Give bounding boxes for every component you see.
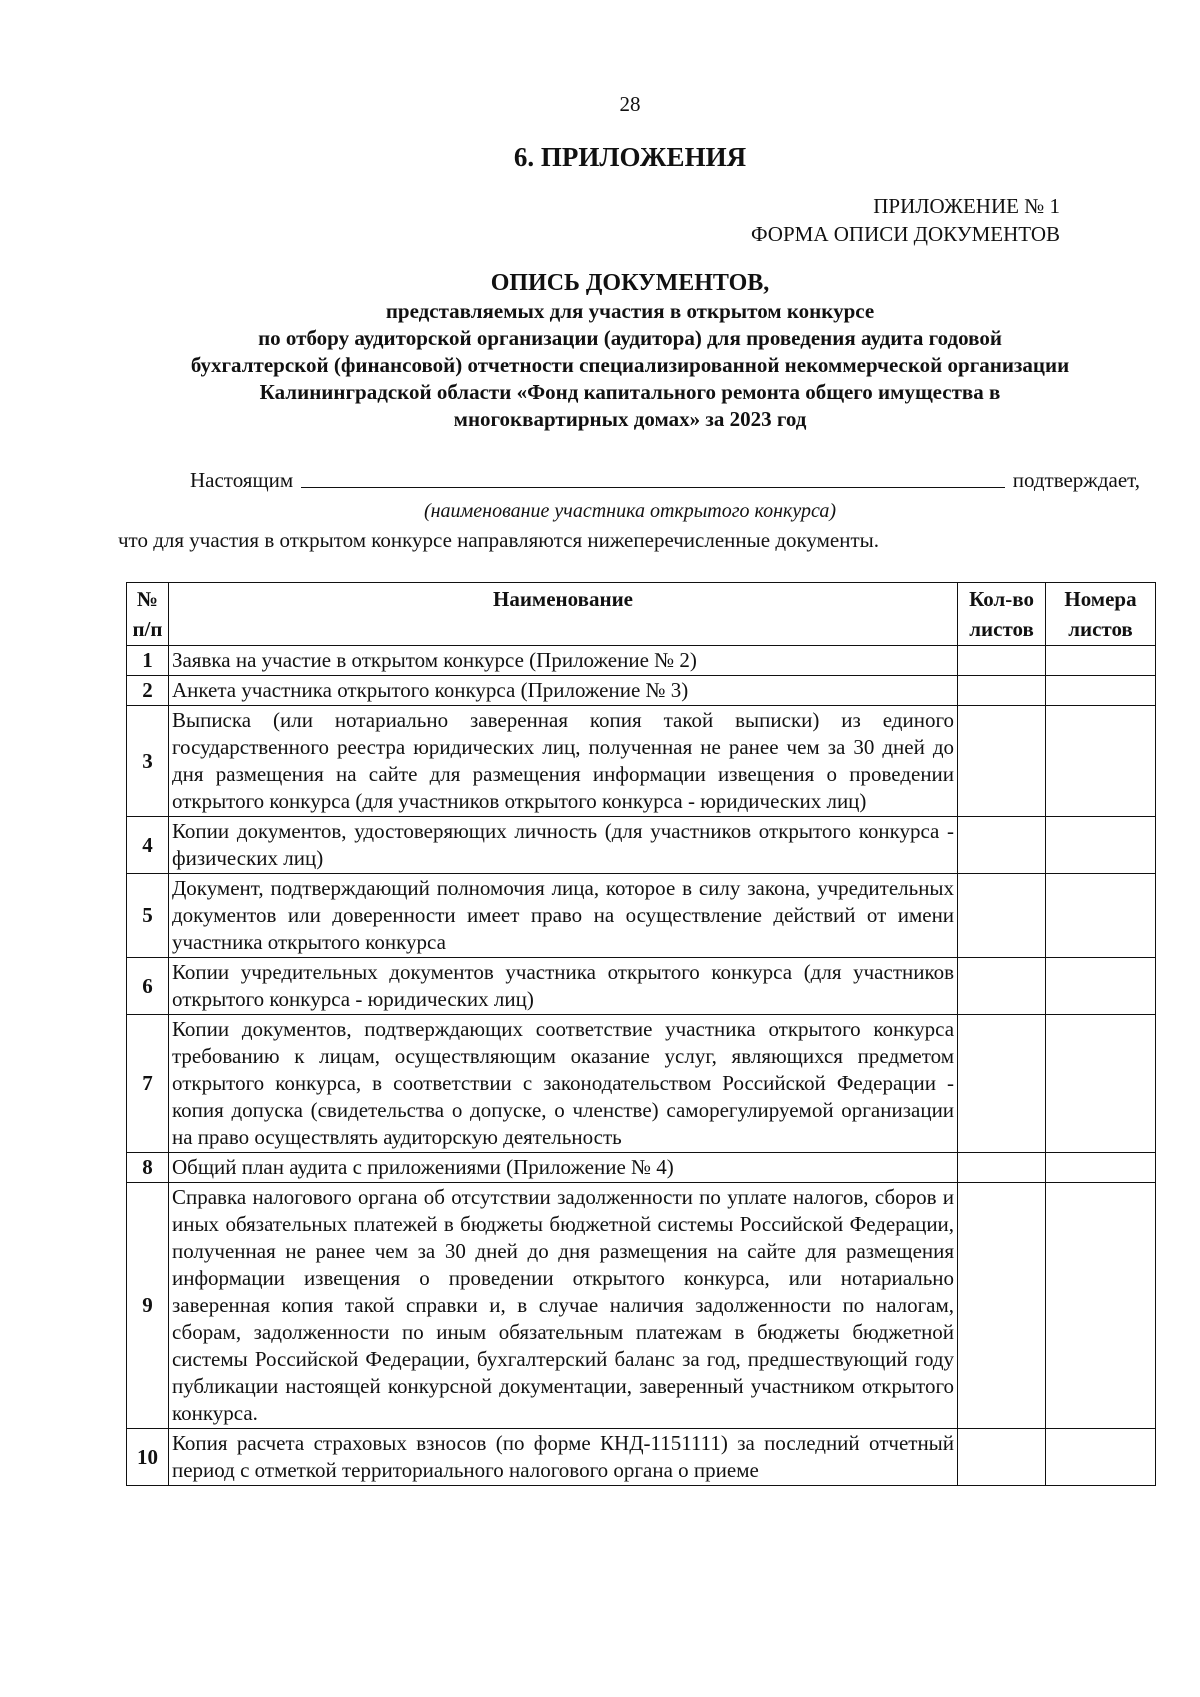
table-row (127, 958, 1156, 1015)
row-pages-cell (1046, 1153, 1156, 1183)
page-number: 28 (619, 92, 641, 116)
heading-line-3: бухгалтерской (финансовой) отчетности специализированной некоммерческой организации (190, 353, 1070, 377)
row-count-cell (958, 676, 1046, 706)
row-pages-cell (1046, 676, 1156, 706)
row-num: 6 (127, 958, 169, 1015)
heading-line-1: представляемых для участия в открытом конкурсе (385, 299, 875, 323)
row-count-cell (958, 1153, 1046, 1183)
table-row (127, 1015, 1156, 1153)
row-num: 4 (127, 817, 169, 874)
row-count-cell (958, 1183, 1046, 1429)
table-row (127, 1153, 1156, 1183)
row-name: Копии документов, удостоверяющих личность (для участников открытого конкурса - физических лиц) (168, 817, 957, 874)
row-pages-cell (1046, 646, 1156, 676)
row-pages-cell (1046, 958, 1156, 1015)
row-name: Справка налогового органа об отсутствии задолженности по уплате налогов, сборов и иных обязательных платежей в бюджеты бюджетной системы Российской Федерации, полученная не ранее чем за 30 дней до дня размещения на сайте для размещения информации извещения о проведении открытого конкурса, или нотариально заверенная копия такой справки и, в случае наличия задолженности по налогам, сборам, задолженности по иным обязательным платежам в бюджеты бюджетной системы Российской Федерации, бухгалтерский баланс за год, предшествующий году публикации настоящей конкурсной документации, заверенный участником открытого конкурса. (168, 1183, 957, 1429)
appendix-form-title: ФОРМА ОПИСИ ДОКУМЕНТОВ (750, 222, 1060, 246)
row-pages-cell (1046, 874, 1156, 958)
row-count-cell (958, 1015, 1046, 1153)
table-row (127, 676, 1156, 706)
row-num: 1 (127, 646, 169, 676)
row-num: 8 (127, 1153, 169, 1183)
participant-name-blank (301, 486, 1005, 488)
appendix-label: ПРИЛОЖЕНИЕ № 1 (873, 194, 1060, 218)
row-pages-cell (1046, 1183, 1156, 1429)
header-pages: Номера листов (1046, 583, 1156, 646)
row-name: Копия расчета страховых взносов (по форме КНД-1151111) за последний отчетный период с отметкой территориального налогового органа о приеме (168, 1429, 957, 1486)
header-name: Наименование (168, 583, 957, 646)
section-title: 6. ПРИЛОЖЕНИЯ (513, 142, 747, 172)
intro-text: что для участия в открытом конкурсе направляются нижеперечисленные документы. (118, 528, 880, 552)
row-name: Анкета участника открытого конкурса (Приложение № 3) (168, 676, 957, 706)
header-num: № п/п (127, 583, 169, 646)
row-name: Документ, подтверждающий полномочия лица, которое в силу закона, учредительных документов или доверенности имеет право на осуществление действий от имени участника открытого конкурса (168, 874, 957, 958)
row-num: 2 (127, 676, 169, 706)
row-count-cell (958, 817, 1046, 874)
table-row (127, 1183, 1156, 1429)
table-row (127, 706, 1156, 817)
row-pages-cell (1046, 1015, 1156, 1153)
row-name: Заявка на участие в открытом конкурсе (Приложение № 2) (168, 646, 957, 676)
row-num: 5 (127, 874, 169, 958)
table-row (127, 1429, 1156, 1486)
row-name: Копии учредительных документов участника открытого конкурса (для участников открытого конкурса - юридических лиц) (168, 958, 957, 1015)
row-count-cell (958, 1429, 1046, 1486)
confirm-line (190, 468, 1140, 493)
row-pages-cell (1046, 1429, 1156, 1486)
row-num: 10 (127, 1429, 169, 1486)
row-num: 3 (127, 706, 169, 817)
participant-name-hint: (наименование участника открытого конкурса) (423, 500, 837, 522)
row-count-cell (958, 706, 1046, 817)
confirm-prefix: Настоящим (190, 468, 294, 492)
header-count: Кол-во листов (958, 583, 1046, 646)
table-row (127, 646, 1156, 676)
document-heading (100, 268, 1160, 433)
row-num: 9 (127, 1183, 169, 1429)
row-count-cell (958, 646, 1046, 676)
row-pages-cell (1046, 706, 1156, 817)
heading-line-5: многоквартирных домах» за 2023 год (453, 407, 807, 431)
table-row (127, 874, 1156, 958)
heading-title: ОПИСЬ ДОКУМЕНТОВ, (490, 270, 770, 296)
heading-line-2: по отбору аудиторской организации (аудитора) для проведения аудита годовой (258, 326, 1002, 350)
row-name: Копии документов, подтверждающих соответствие участника открытого конкурса требованию к лицам, осуществляющим оказание услуг, являющихся предметом открытого конкурса, в соответствии с законодательством Российской Федерации - копия допуска (свидетельства о допуске, о членстве) саморегулируемой организации на право осуществлять аудиторскую деятельность (168, 1015, 957, 1153)
table-header-row (127, 583, 1156, 646)
row-pages-cell (1046, 817, 1156, 874)
table-row (127, 817, 1156, 874)
row-num: 7 (127, 1015, 169, 1153)
appendix-block (751, 192, 1060, 248)
row-count-cell (958, 874, 1046, 958)
confirm-suffix: подтверждает, (1012, 468, 1140, 492)
heading-line-4: Калининградской области «Фонд капитального ремонта общего имущества в (259, 380, 1001, 404)
row-count-cell (958, 958, 1046, 1015)
documents-table (126, 582, 1156, 1486)
row-name: Общий план аудита с приложениями (Приложение № 4) (168, 1153, 957, 1183)
row-name: Выписка (или нотариально заверенная копия такой выписки) из единого государственного реестра юридических лиц, полученная не ранее чем за 30 дней до дня размещения на сайте для размещения информации извещения о проведении открытого конкурса (для участников открытого конкурса - юридических лиц) (168, 706, 957, 817)
